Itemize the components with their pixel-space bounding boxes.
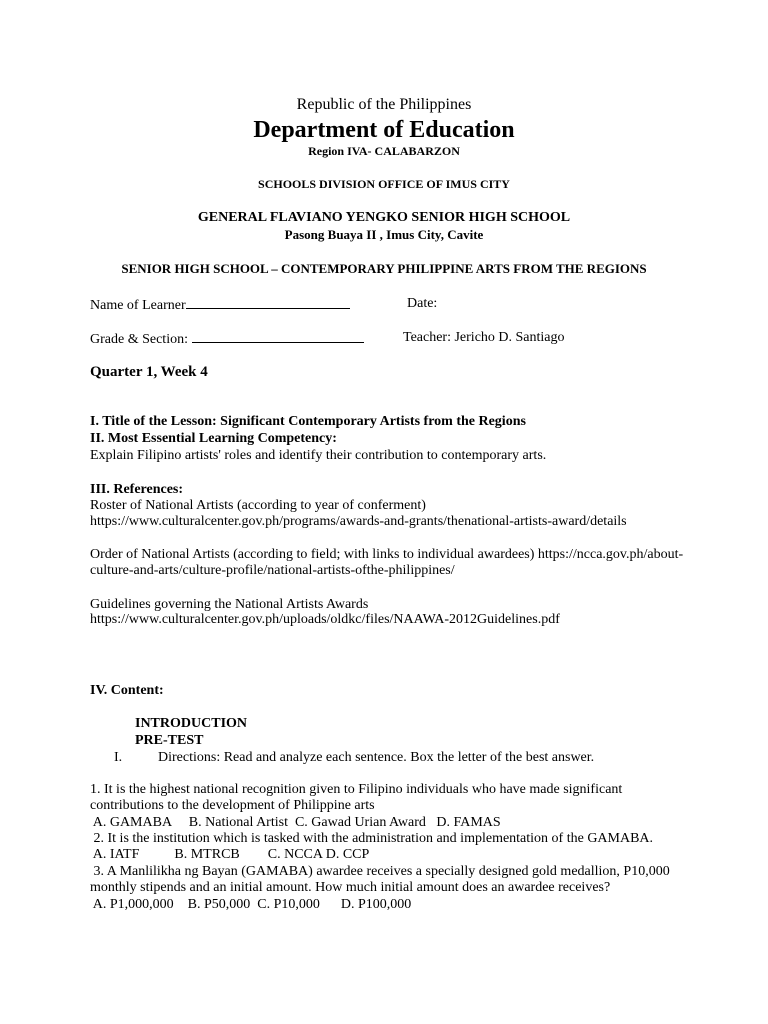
reference-1-url: https://www.culturalcenter.gov.ph/programs/awards-and-grants/thenational-artists-award/details [90, 514, 627, 529]
reference-3-title: Guidelines governing the National Artists Awards [90, 597, 369, 612]
grade-field [90, 329, 364, 348]
references-heading: III. References: [90, 482, 184, 497]
name-blank[interactable] [186, 295, 350, 309]
lesson-title: I. Title of the Lesson: Significant Contemporary Artists from the Regions [90, 414, 526, 429]
question-3-choices: A. P1,000,000 B. P50,000 C. P10,000 D. P100,000 [90, 897, 412, 912]
question-2: 2. It is the institution which is tasked with the administration and implementation of the GAMABA. [90, 831, 654, 846]
question-2-choices: A. IATF B. MTRCB C. NCCA D. CCP [90, 847, 370, 862]
directions-numeral: I. [114, 750, 123, 765]
school-address: Pasong Buaya II , Imus City, Cavite [284, 227, 484, 242]
question-3-line2: monthly stipends and an initial amount. How much initial amount does an awardee receives? [90, 880, 611, 895]
division-line: SCHOOLS DIVISION OFFICE OF IMUS CITY [258, 177, 510, 191]
reference-3-url: https://www.culturalcenter.gov.ph/uploads/oldkc/files/NAAWA-2012Guidelines.pdf [90, 612, 560, 627]
question-1-line1: 1. It is the highest national recognition given to Filipino individuals who have made significant [90, 782, 623, 797]
question-1-line2: contributions to the development of Philippine arts [90, 798, 375, 813]
republic-line: Republic of the Philippines [296, 96, 472, 113]
school-name: GENERAL FLAVIANO YENGKO SENIOR HIGH SCHOOL [197, 210, 571, 225]
competency-text: Explain Filipino artists' roles and identify their contribution to contemporary arts. [90, 448, 547, 463]
competency-heading: II. Most Essential Learning Competency: [90, 431, 337, 446]
name-field [90, 295, 350, 314]
grade-label: Grade & Section: [90, 332, 188, 347]
quarter-heading: Quarter 1, Week 4 [90, 364, 208, 380]
pretest-heading: PRE-TEST [135, 733, 204, 748]
teacher-line: Teacher: Jericho D. Santiago [403, 330, 565, 345]
date-label: Date: [407, 296, 438, 311]
name-label: Name of Learner [90, 298, 186, 313]
question-3-line1: 3. A Manlilikha ng Bayan (GAMABA) awardee receives a specially designed gold medallion, P10,000 [90, 864, 670, 879]
introduction-heading: INTRODUCTION [135, 716, 248, 731]
department-title: Department of Education [253, 117, 515, 143]
directions-text: Directions: Read and analyze each sentence. Box the letter of the best answer. [158, 750, 595, 765]
reference-1-title: Roster of National Artists (according to year of conferment) [90, 498, 426, 513]
reference-2-line1: Order of National Artists (according to field; with links to individual awardees) https://ncca.gov.ph/about- [90, 547, 684, 562]
content-heading: IV. Content: [90, 683, 164, 698]
reference-2-line2: culture-and-arts/culture-profile/national-artists-ofthe-philippines/ [90, 563, 455, 578]
question-1-choices: A. GAMABA B. National Artist C. Gawad Urian Award D. FAMAS [90, 815, 501, 830]
region-line: Region IVA- CALABARZON [308, 144, 460, 158]
grade-blank[interactable] [192, 329, 364, 343]
subject-line: SENIOR HIGH SCHOOL – CONTEMPORARY PHILIPPINE ARTS FROM THE REGIONS [121, 261, 647, 276]
